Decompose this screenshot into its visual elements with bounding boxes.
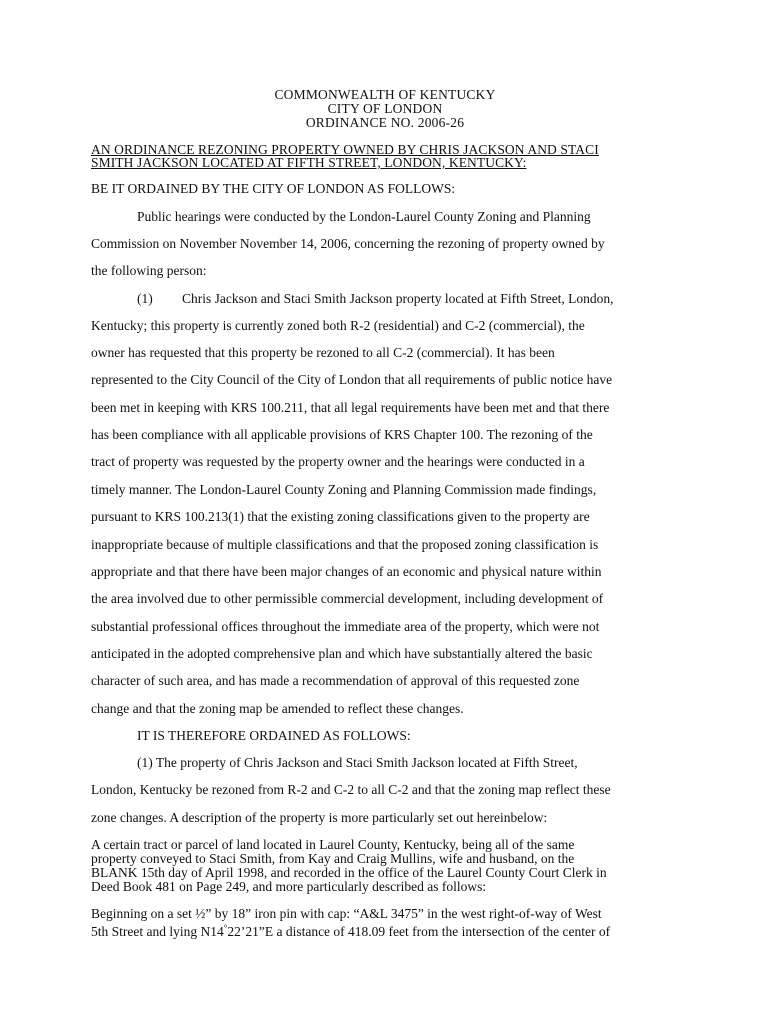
item-2-line-1: (1) The property of Chris Jackson and Staci Smith Jackson located at Fifth Street,: [137, 755, 578, 770]
item-1-line: anticipated in the adopted comprehensive plan and which have substantially altered the basic: [91, 646, 593, 661]
tract-description-line: property conveyed to Staci Smith, from Kay and Craig Mullins, wife and husband, on the: [91, 851, 575, 866]
header-commonwealth: COMMONWEALTH OF KENTUCKY: [274, 87, 496, 102]
beginning-line-2-end: 22’21”E a distance of 418.09 feet from the intersection of the center of: [227, 924, 611, 939]
therefore-statement: IT IS THEREFORE ORDAINED AS FOLLOWS:: [137, 728, 411, 743]
ordained-statement: BE IT ORDAINED BY THE CITY OF LONDON AS FOLLOWS:: [91, 181, 456, 196]
item-1-line: substantial professional offices throughout the immediate area of the property, which were not: [91, 619, 600, 634]
ordinance-title-line-1: AN ORDINANCE REZONING PROPERTY OWNED BY CHRIS JACKSON AND STACI: [91, 142, 599, 157]
tract-description-line: A certain tract or parcel of land located in Laurel County, Kentucky, being all of the same: [91, 837, 575, 852]
paragraph-1-line-3: the following person:: [91, 263, 207, 278]
item-2-line: zone changes. A description of the property is more particularly set out hereinbelow:: [91, 810, 548, 825]
degree-symbol: °: [223, 923, 228, 933]
tract-description-line: BLANK 15th day of April 1998, and recorded in the office of the Laurel County Court Clerk in: [91, 865, 607, 880]
item-1-line: appropriate and that there have been major changes of an economic and physical nature within: [91, 564, 602, 579]
beginning-description-line-1: Beginning on a set ½” by 18” iron pin with cap: “A&L 3475” in the west right-of-way of West: [91, 906, 602, 921]
item-1-line: timely manner. The London-Laurel County Zoning and Planning Commission made findings,: [91, 482, 597, 497]
item-1-line: represented to the City Council of the City of London that all requirements of public notice have: [91, 372, 613, 387]
item-1-line: the area involved due to other permissible commercial development, including development of: [91, 591, 604, 606]
paragraph-1-line-1: Public hearings were conducted by the London-Laurel County Zoning and Planning: [137, 209, 591, 224]
item-1-line: been met in keeping with KRS 100.211, that all legal requirements have been met and that there: [91, 400, 610, 415]
item-1-line: inappropriate because of multiple classifications and that the proposed zoning classification is: [91, 537, 599, 552]
beginning-line-2-start: 5th Street and lying N14: [91, 924, 224, 939]
item-1-line: has been compliance with all applicable provisions of KRS Chapter 100. The rezoning of the: [91, 427, 593, 442]
header-ordinance-number: ORDINANCE NO. 2006-26: [305, 115, 465, 130]
header-city: CITY OF LONDON: [327, 101, 443, 116]
item-1-line: character of such area, and has made a recommendation of approval of this requested zone: [91, 673, 580, 688]
item-1-line: pursuant to KRS 100.213(1) that the existing zoning classifications given to the property are: [91, 509, 590, 524]
ordinance-title-line-2: SMITH JACKSON LOCATED AT FIFTH STREET, LONDON, KENTUCKY:: [91, 155, 527, 170]
tract-description-line: Deed Book 481 on Page 249, and more particularly described as follows:: [91, 879, 487, 894]
paragraph-1-line-2: Commission on November November 14, 2006, concerning the rezoning of property owned by: [91, 236, 605, 251]
item-1-line-1: Chris Jackson and Staci Smith Jackson property located at Fifth Street, London,: [182, 291, 614, 306]
item-1-line: change and that the zoning map be amended to reflect these changes.: [91, 701, 464, 716]
item-1-line: owner has requested that this property be rezoned to all C-2 (commercial). It has been: [91, 345, 555, 360]
item-1-number: (1): [137, 291, 153, 306]
item-1-line: tract of property was requested by the property owner and the hearings were conducted in a: [91, 454, 585, 469]
item-1-line: Kentucky; this property is currently zoned both R-2 (residential) and C-2 (commercial), the: [91, 318, 585, 333]
beginning-description-line-2: [91, 921, 610, 939]
item-2-line: London, Kentucky be rezoned from R-2 and C-2 to all C-2 and that the zoning map reflect these: [91, 782, 611, 797]
